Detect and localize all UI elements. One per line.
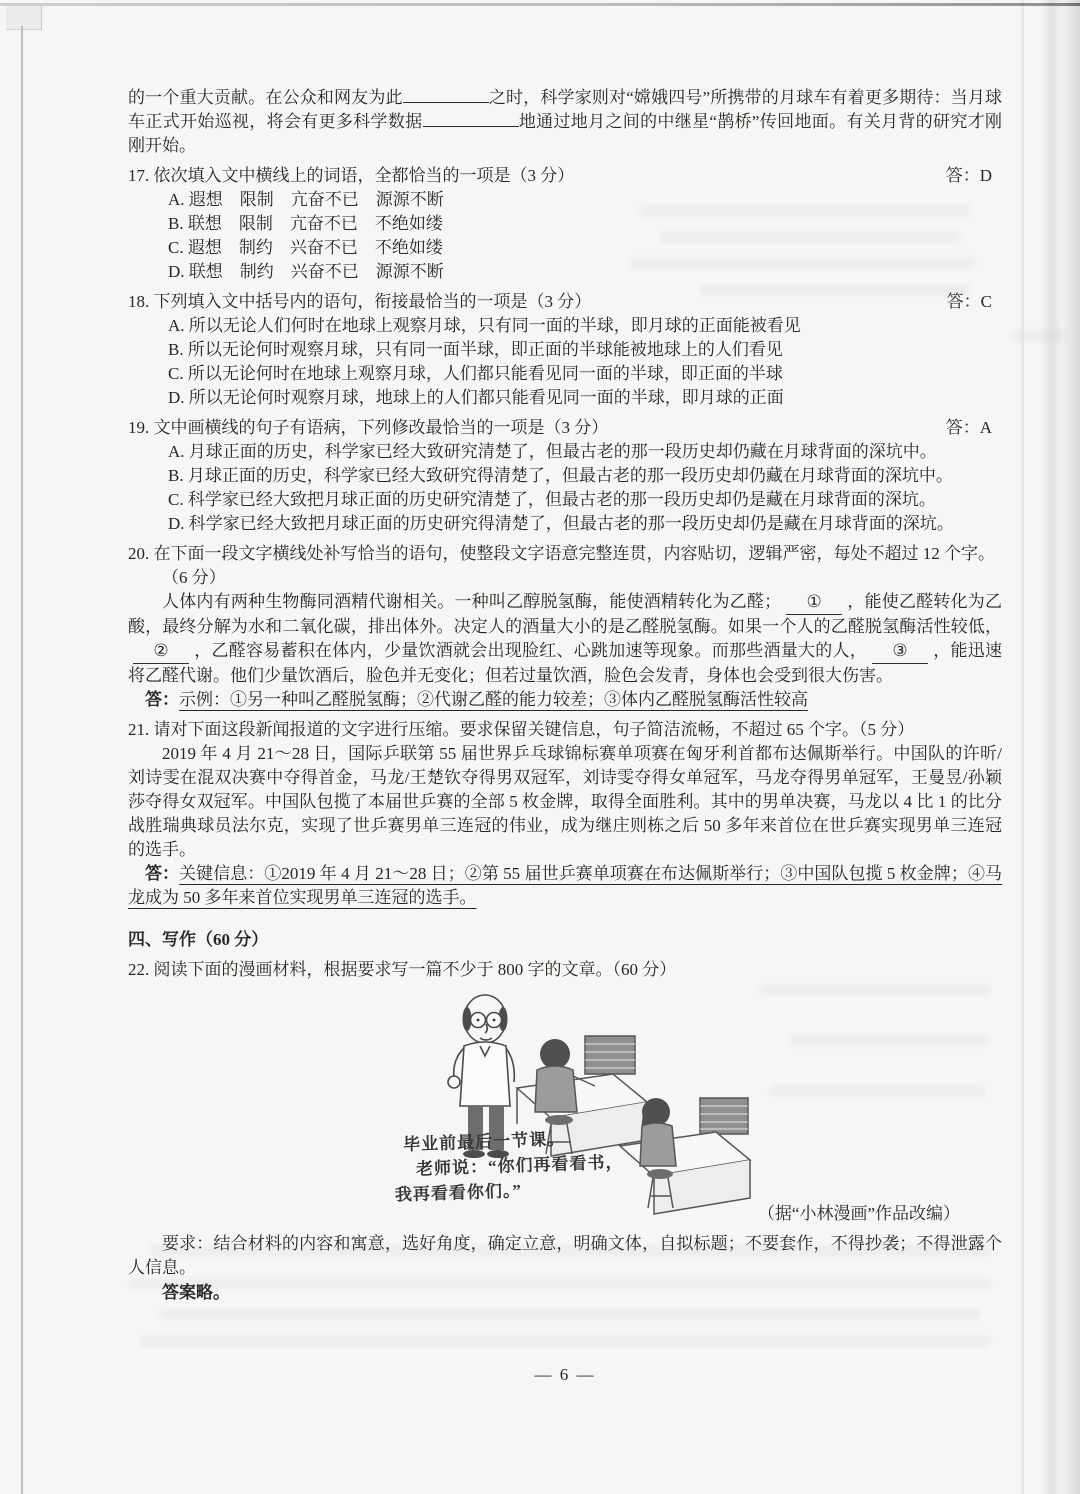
q20-text-1: 人体内有两种生物酶同酒精代谢相关。一种叫乙醇脱氢酶，能使酒精转化为乙醛；	[162, 592, 782, 611]
cartoon-caption	[394, 1124, 645, 1207]
q17-option-d: D. 联想 制约 兴奋不已 源源不断	[168, 262, 444, 281]
numbered-blank-3: ③	[872, 639, 928, 664]
caption-line-1: 毕业前最后一节课。	[402, 1129, 566, 1155]
scan-shadow-right	[1040, 0, 1080, 1494]
cartoon-illustration	[390, 986, 790, 1234]
question-20	[128, 542, 1002, 712]
q21-passage: 2019 年 4 月 21～28 日，国际乒联第 55 届世界乒乓球锦标赛单项赛在匈牙利首都布达佩斯举行。中国队的许昕/刘诗雯在混双决赛中夺得首金，马龙/王楚钦夺得男双冠军，刘诗雯夺得女单冠军，马龙夺得男单冠军，王曼昱/孙颖莎夺得女双冠军。中国队包揽了本届世乒赛的全部 5 枚金牌，取得全面胜利。其中的男单决赛，马龙以 4 比 1 的比分战胜瑞典球员法尔克，实现了世乒赛男单三连冠的伟业，成为继庄则栋之后 50 多年来首位在世乒赛实现男单三连冠的选手。	[128, 744, 1002, 859]
q22-answer-note: 答案略。	[162, 1283, 230, 1302]
question-22	[128, 958, 1002, 1305]
q20-stem: 20. 在下面一段文字横线处补写恰当的语句，使整段文字语意完整连贯，内容贴切，逻辑严密，每处不超过 12 个字。（6 分）	[128, 544, 995, 587]
q20-passage	[128, 590, 1002, 688]
numbered-blank-2: ②	[133, 639, 189, 664]
intro-text-1: 的一个重大贡献。在公众和网友为此	[128, 88, 403, 107]
q18-option-d: D. 所以无论何时观察月球，地球上的人们都只能看见同一面的半球，即月球的正面	[168, 388, 784, 407]
q19-option-a: A. 月球正面的历史，科学家已经大致研究清楚了，但最古老的那一段历史却仍藏在月球背面的深坑中。	[168, 442, 937, 461]
cartoon-source-note: （据“小林漫画”作品改编）	[757, 1204, 960, 1223]
question-19	[128, 416, 1002, 536]
q17-stem: 17. 依次填入文中横线上的词语，全都恰当的一项是（3 分）	[128, 166, 575, 185]
question-21	[128, 718, 1002, 910]
q17-option-a: A. 遐想 限制 亢奋不已 源源不断	[168, 190, 444, 209]
q20-text-2: ，能使乙醛转化为乙酸，最终分解为水和二氧化碳，排出体外。决定人的酒量大小的是乙醛脱氢酶。如果一个人的乙醛脱氢酶活性较低，	[128, 592, 1003, 636]
question-17	[128, 164, 1002, 284]
q20-answer-text: 示例：①另一种叫乙醛脱氢酶；②代谢乙醛的能力较差；③体内乙醛脱氢酶活性较高	[179, 690, 808, 709]
q21-stem: 21. 请对下面这段新闻报道的文字进行压缩。要求保留关键信息，句子简洁流畅，不超过 65 个字。（5 分）	[128, 720, 915, 739]
q19-option-c: C. 科学家已经大致把月球正面的历史研究清楚了，但最古老的那一段历史却仍是藏在月球背面的深坑。	[168, 490, 936, 509]
q17-option-b: B. 联想 限制 亢奋不已 不绝如缕	[168, 214, 443, 233]
q22-requirements: 要求：结合材料的内容和寓意，选好角度，确定立意，明确文体，自拟标题；不要套作，不得抄袭；不得泄露个人信息。	[128, 1234, 1002, 1277]
q21-answer-row	[128, 862, 1002, 910]
q19-option-b: B. 月球正面的历史，科学家已经大致研究得清楚了，但最古老的那一段历史却仍藏在月球背面的深坑中。	[168, 466, 953, 485]
q20-answer-row	[128, 688, 1002, 712]
q19-stem: 19. 文中画横线的句子有语病，下列修改最恰当的一项是（3 分）	[128, 418, 609, 437]
q21-answer-label: 答：	[145, 864, 180, 883]
intro-paragraph	[128, 86, 1002, 158]
q18-option-b: B. 所以无论何时观察月球，只有同一面半球，即正面的半球能被地球上的人们看见	[168, 340, 783, 359]
blank-line	[423, 113, 519, 127]
question-18	[128, 290, 1002, 410]
q19-answer: 答：A	[945, 418, 992, 437]
caption-line-2: 老师说：“你们再看看书，	[415, 1152, 624, 1179]
scan-corner-notch	[6, 6, 42, 30]
page-number: — 6 —	[534, 1365, 596, 1384]
ghost-line	[1010, 330, 1065, 341]
q22-stem: 22. 阅读下面的漫画材料，根据要求写一篇不少于 800 字的文章。（60 分）	[128, 960, 677, 979]
intro-text-3: 地通过地月之间的中继星“鹊桥”传回地面。有关月背的研究才刚刚开始。	[128, 112, 1003, 155]
numbered-blank-1: ①	[786, 590, 842, 615]
q18-stem: 18. 下列填入文中括号内的语句，衔接最恰当的一项是（3 分）	[128, 292, 592, 311]
scan-shadow-line	[1021, 0, 1024, 1494]
intro-text-2: 之时，科学家则对“嫦娥四号”所携带的月球车有着更多期待：当月球车正式开始巡视，将会有更多科学数据	[128, 88, 1003, 131]
q17-option-c: C. 遐想 制约 兴奋不已 不绝如缕	[168, 238, 443, 257]
q17-answer: 答：D	[945, 166, 992, 185]
q19-option-d: D. 科学家已经大致把月球正面的历史研究得清楚了，但最古老的那一段历史却仍是藏在月球背面的深坑。	[168, 514, 954, 533]
q18-answer: 答：C	[946, 292, 992, 311]
blank-line	[403, 89, 489, 103]
caption-line-3: 我再看看你们。”	[394, 1181, 523, 1205]
q21-answer-text: 关键信息：①2019 年 4 月 21～28 日；②第 55 届世乒赛单项赛在布达佩斯举行；③中国队包揽 5 枚金牌；④马龙成为 50 多年来首位实现男单三连冠的选手。	[128, 864, 1002, 907]
q20-text-4: ，能迅速将乙醛代谢。他们少量饮酒后，脸色并无变化；但若过量饮酒，脸色会发青，身体也会受到很大伤害。	[128, 641, 1002, 685]
scan-edge-top	[0, 3, 1080, 6]
q20-answer-label: 答：	[145, 690, 179, 709]
scan-edge-left	[21, 26, 23, 1494]
q18-option-a: A. 所以无论人们何时在地球上观察月球，只有同一面的半球，即月球的正面能被看见	[168, 316, 801, 335]
section-4-heading: 四、写作（60 分）	[128, 930, 269, 949]
q18-option-c: C. 所以无论何时在地球上观察月球，人们都只能看见同一面的半球，即正面的半球	[168, 364, 783, 383]
q20-text-3: ，乙醛容易蓄积在体内，少量饮酒就会出现脸红、心跳加速等现象。而那些酒量大的人，	[194, 641, 867, 660]
